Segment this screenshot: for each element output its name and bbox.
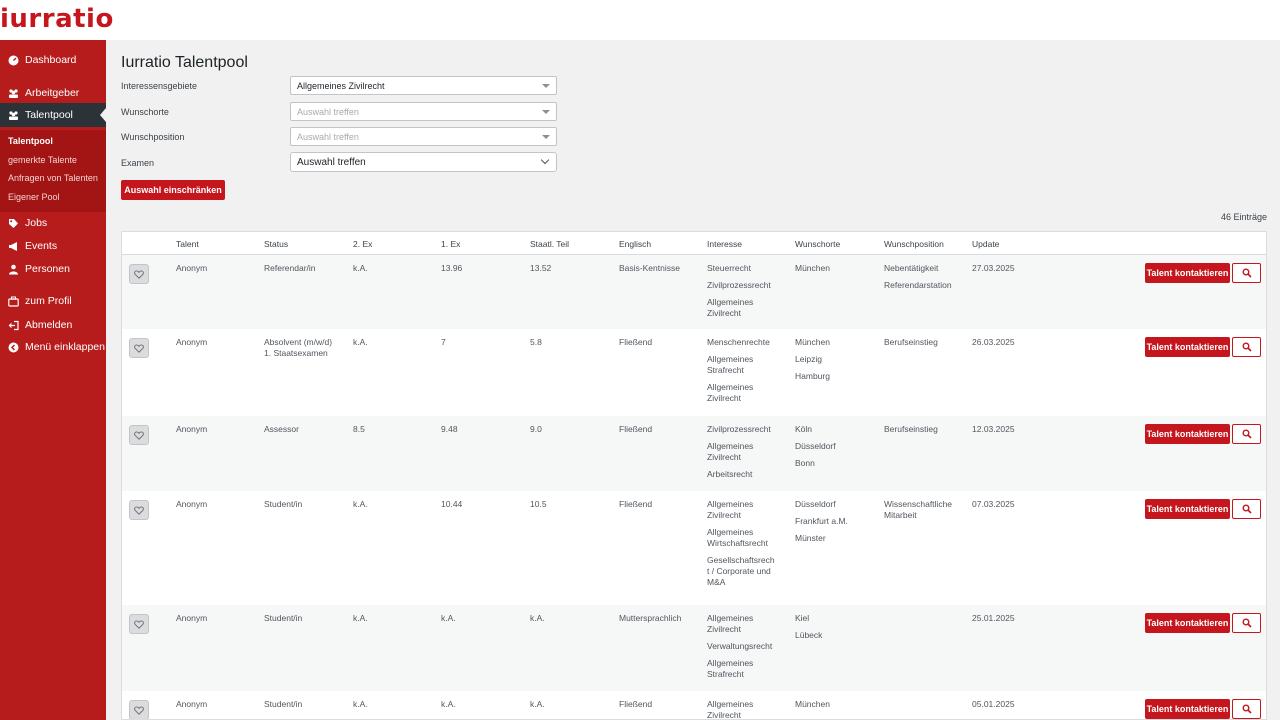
cell-interesse-text: M&A <box>707 577 726 587</box>
talent-kontaktieren-button[interactable]: Talent kontaktieren <box>1145 499 1230 519</box>
heart-icon <box>134 706 144 715</box>
cell-interesse-text: Menschenrechte <box>707 337 770 347</box>
cell-interesse-item <box>707 613 789 635</box>
cell-wunschorte-line: Köln <box>795 424 813 434</box>
talent-table <box>121 231 1267 720</box>
sidebar-item-talentpool[interactable] <box>0 103 106 127</box>
wunschposition-select[interactable] <box>290 127 557 146</box>
sidebar-item-label: Arbeitgeber <box>25 87 80 99</box>
cell-status-line: Student/in <box>264 699 303 709</box>
dashboard-icon <box>8 55 19 66</box>
cell-wunschposition <box>884 337 966 354</box>
cell-talent: Anonym <box>176 424 208 434</box>
favorite-heart-button[interactable] <box>129 500 149 520</box>
top-bar <box>0 0 1280 40</box>
cell-interesse-text: Zivilrecht <box>707 710 742 720</box>
talent-kontaktieren-button[interactable]: Talent kontaktieren <box>1145 424 1230 444</box>
cell-interesse-item <box>707 469 789 480</box>
submenu-item-gemerkte-talente[interactable]: gemerkte Talente <box>8 155 77 165</box>
cell-status <box>264 263 346 274</box>
logout-icon <box>8 320 19 331</box>
view-talent-button[interactable] <box>1232 424 1261 444</box>
sidebar <box>0 40 106 720</box>
talent-kontaktieren-button[interactable]: Talent kontaktieren <box>1145 613 1230 633</box>
cell-interesse-text: Allgemeines <box>707 613 754 623</box>
cell-englisch: Muttersprachlich <box>619 613 682 623</box>
cell-staatl-teil: k.A. <box>530 699 545 709</box>
cell-interesse-item <box>707 527 789 549</box>
chevron-down-icon <box>542 84 550 88</box>
submenu-item-talentpool[interactable]: Talentpool <box>8 136 53 146</box>
cell-interesse-text: Strafrecht <box>707 365 744 375</box>
cell-interesse-item <box>707 382 789 404</box>
cell-ex2: k.A. <box>353 499 368 509</box>
cell-interesse-text: Zivilrecht <box>707 624 742 634</box>
cell-interesse-text: Wirtschaftsrecht <box>707 538 768 548</box>
table-row <box>122 491 1267 605</box>
sidebar-item-zum-profil[interactable] <box>0 290 106 312</box>
search-icon <box>1242 429 1252 439</box>
sidebar-item-label: zum Profil <box>25 295 72 307</box>
cell-ex1: 7 <box>441 337 446 347</box>
cell-status-line: 1. Staatsexamen <box>264 348 328 358</box>
cell-interesse <box>707 424 789 486</box>
cell-interesse-text: Zivilrecht <box>707 308 742 318</box>
page-title: Iurratio Talentpool <box>121 54 248 71</box>
cell-talent: Anonym <box>176 263 208 273</box>
cell-interesse-text: Arbeitsrecht <box>707 469 753 479</box>
cell-staatl-teil: 5.8 <box>530 337 542 347</box>
cell-wunschorte-line: Düsseldorf <box>795 499 836 509</box>
cell-interesse-text: Zivilrecht <box>707 510 742 520</box>
cell-interesse-item <box>707 641 789 652</box>
briefcase-icon <box>8 296 19 307</box>
tag-icon <box>8 218 19 229</box>
cell-interesse-text: Zivilrecht <box>707 452 742 462</box>
cell-interesse-item <box>707 555 789 588</box>
cell-status-line: Student/in <box>264 499 303 509</box>
auswahl-einschraenken-button[interactable]: Auswahl einschränken <box>121 180 225 200</box>
cell-wunschorte-line: Lübeck <box>795 630 823 640</box>
sidebar-item-arbeitgeber[interactable] <box>0 82 106 104</box>
cell-interesse-text: Allgemeines <box>707 382 754 392</box>
cell-interesse <box>707 613 789 686</box>
column-header-interesse: Interesse <box>707 239 742 249</box>
heart-icon <box>134 344 144 353</box>
users-icon <box>8 88 19 99</box>
cell-interesse-item <box>707 337 789 348</box>
search-icon <box>1242 504 1252 514</box>
sidebar-item-label: Dashboard <box>25 54 77 66</box>
cell-interesse-item <box>707 297 789 319</box>
cell-ex2: k.A. <box>353 337 368 347</box>
sidebar-item-jobs[interactable] <box>0 212 106 234</box>
cell-interesse-item <box>707 441 789 463</box>
users-icon <box>8 110 19 121</box>
cell-ex2: k.A. <box>353 613 368 623</box>
favorite-heart-button[interactable] <box>129 425 149 445</box>
talent-kontaktieren-button[interactable]: Talent kontaktieren <box>1145 263 1230 283</box>
cell-interesse <box>707 499 789 594</box>
cell-wunschorte-line: Bonn <box>795 458 815 468</box>
heart-icon <box>134 270 144 279</box>
cell-wunschposition <box>884 499 966 527</box>
cell-update: 05.01.2025 <box>972 699 1015 709</box>
table-header <box>122 232 1267 255</box>
cell-wunschposition-text: Berufseinstieg <box>884 337 938 347</box>
view-talent-button[interactable] <box>1232 613 1261 633</box>
table-row <box>122 416 1267 491</box>
filter-label-interessensgebiete: Interessensgebiete <box>121 81 198 91</box>
cell-wunschorte-line: München <box>795 263 830 273</box>
column-header-update: Update <box>972 239 1000 249</box>
cell-ex2: k.A. <box>353 699 368 709</box>
cell-interesse-text: t / Corporate und <box>707 566 771 576</box>
cell-wunschposition-item <box>884 499 966 521</box>
select-value: Auswahl treffen <box>297 156 366 168</box>
cell-ex1: k.A. <box>441 613 456 623</box>
view-talent-button[interactable] <box>1232 263 1261 283</box>
cell-englisch: Fließend <box>619 699 653 709</box>
cell-wunschorte <box>795 424 877 475</box>
sidebar-item-menu-einklappen[interactable] <box>0 336 106 358</box>
cell-status <box>264 499 346 510</box>
cell-wunschposition-item <box>884 263 966 274</box>
cell-interesse-item <box>707 263 789 274</box>
submenu-item-eigener-pool[interactable]: Eigener Pool <box>8 192 60 202</box>
column-header-staatl-teil: Staatl. Teil <box>530 239 570 249</box>
cell-interesse-text: Allgemeines <box>707 527 754 537</box>
cell-status-line: Referendar/in <box>264 263 316 273</box>
cell-talent: Anonym <box>176 699 208 709</box>
cell-update: 26.03.2025 <box>972 337 1015 347</box>
filter-label-examen: Examen <box>121 158 155 168</box>
select-value: Allgemeines Zivilrecht <box>297 80 385 91</box>
sidebar-item-dashboard[interactable] <box>0 49 106 71</box>
cell-ex2: k.A. <box>353 263 368 273</box>
cell-interesse-text: Zivilrecht <box>707 393 742 403</box>
submenu-item-anfragen[interactable]: Anfragen von Talenten <box>8 173 98 183</box>
table-row <box>122 255 1267 329</box>
interessensgebiete-select[interactable] <box>290 76 557 95</box>
cell-interesse-item <box>707 699 789 720</box>
cell-interesse-text: Gesellschaftsrech <box>707 555 775 565</box>
cell-wunschposition-text: Nebentätigkeit <box>884 263 939 273</box>
cell-englisch: Basis-Kentnisse <box>619 263 680 273</box>
sidebar-item-abmelden[interactable] <box>0 314 106 336</box>
cell-staatl-teil: k.A. <box>530 613 545 623</box>
filter-label-wunschorte: Wunschorte <box>121 107 169 117</box>
cell-interesse-text: Allgemeines <box>707 441 754 451</box>
cell-update: 25.01.2025 <box>972 613 1015 623</box>
sidebar-item-label: Events <box>25 240 58 252</box>
cell-wunschorte <box>795 263 877 280</box>
sidebar-item-personen[interactable] <box>0 258 106 280</box>
cell-wunschorte-line: Hamburg <box>795 371 830 381</box>
examen-select[interactable] <box>290 152 557 172</box>
cell-status-line: Student/in <box>264 613 303 623</box>
search-icon <box>1242 704 1252 714</box>
cell-wunschorte <box>795 613 877 647</box>
cell-talent: Anonym <box>176 337 208 347</box>
sidebar-item-label: Personen <box>25 263 70 275</box>
chevron-down-icon <box>541 156 549 164</box>
view-talent-button[interactable] <box>1232 337 1261 357</box>
cell-status <box>264 699 346 710</box>
column-header-wunschorte: Wunschorte <box>795 239 841 249</box>
cell-interesse-text: Zivilprozessrecht <box>707 424 771 434</box>
cell-status <box>264 424 346 435</box>
cell-wunschposition-text: Referendarstation <box>884 280 952 290</box>
cell-ex2: 8.5 <box>353 424 365 434</box>
cell-wunschorte-line: Düsseldorf <box>795 441 836 451</box>
chevron-down-icon <box>542 110 550 114</box>
sidebar-item-events[interactable] <box>0 235 106 257</box>
cell-wunschorte <box>795 337 877 388</box>
wunschorte-select[interactable] <box>290 102 557 121</box>
table-row <box>122 691 1267 720</box>
cell-interesse-text: Allgemeines <box>707 499 754 509</box>
sidebar-item-label: Abmelden <box>25 319 73 331</box>
column-header-talent: Talent <box>176 239 199 249</box>
cell-staatl-teil: 9.0 <box>530 424 542 434</box>
column-header-wunschposition: Wunschposition <box>884 239 944 249</box>
filter-label-wunschposition: Wunschposition <box>121 132 185 142</box>
cell-update: 12.03.2025 <box>972 424 1015 434</box>
select-placeholder: Auswahl treffen <box>297 106 359 117</box>
search-icon <box>1242 342 1252 352</box>
view-talent-button[interactable] <box>1232 699 1261 719</box>
cell-interesse-item <box>707 658 789 680</box>
talentpool-submenu <box>0 130 106 212</box>
favorite-heart-button[interactable] <box>129 700 149 720</box>
cell-wunschposition-text: Mitarbeit <box>884 510 917 520</box>
cell-talent: Anonym <box>176 499 208 509</box>
cell-ex1: 13.96 <box>441 263 463 273</box>
cell-interesse <box>707 337 789 410</box>
cell-interesse-text: Strafrecht <box>707 669 744 679</box>
cell-englisch: Fließend <box>619 337 653 347</box>
cell-interesse-text: Zivilprozessrecht <box>707 280 771 290</box>
cell-wunschorte-line: Münster <box>795 533 826 543</box>
cell-wunschposition-text: Berufseinstieg <box>884 424 938 434</box>
table-row <box>122 605 1267 691</box>
cell-wunschorte-line: München <box>795 337 830 347</box>
cell-ex1: 10.44 <box>441 499 463 509</box>
cell-interesse-item <box>707 499 789 521</box>
cell-interesse-text: Verwaltungsrecht <box>707 641 773 651</box>
cell-ex1: 9.48 <box>441 424 458 434</box>
cell-talent: Anonym <box>176 613 208 623</box>
cell-wunschorte <box>795 699 877 716</box>
chevron-down-icon <box>542 135 550 139</box>
cell-ex1: k.A. <box>441 699 456 709</box>
cell-staatl-teil: 13.52 <box>530 263 552 273</box>
person-icon <box>8 264 19 275</box>
cell-interesse-text: Allgemeines <box>707 658 754 668</box>
cell-status-line: Assessor <box>264 424 299 434</box>
talent-kontaktieren-button[interactable]: Talent kontaktieren <box>1145 699 1230 719</box>
cell-wunschposition-text: Wissenschaftliche <box>884 499 953 509</box>
favorite-heart-button[interactable] <box>129 614 149 634</box>
cell-interesse-item <box>707 354 789 376</box>
heart-icon <box>134 506 144 515</box>
cell-interesse-text: Allgemeines <box>707 297 754 307</box>
cell-update: 27.03.2025 <box>972 263 1015 273</box>
cell-status <box>264 613 346 624</box>
cell-interesse-text: Allgemeines <box>707 354 754 364</box>
sidebar-item-label: Talentpool <box>25 109 73 121</box>
heart-icon <box>134 431 144 440</box>
cell-interesse <box>707 699 789 720</box>
cell-wunschposition-item <box>884 424 966 435</box>
search-icon <box>1242 268 1252 278</box>
cell-wunschposition-item <box>884 337 966 348</box>
cell-interesse-text: Steuerrecht <box>707 263 751 273</box>
megaphone-icon <box>8 241 19 252</box>
cell-englisch: Fließend <box>619 424 653 434</box>
search-icon <box>1242 618 1252 628</box>
collapse-icon <box>8 342 19 353</box>
cell-wunschorte-line: München <box>795 699 830 709</box>
cell-status <box>264 337 346 359</box>
column-header-ex2: 2. Ex <box>353 239 373 249</box>
table-row <box>122 329 1267 416</box>
cell-wunschposition <box>884 424 966 441</box>
cell-wunschorte-line: Kiel <box>795 613 810 623</box>
column-header-ex1: 1. Ex <box>441 239 461 249</box>
cell-interesse-item <box>707 280 789 291</box>
cell-status-line: Absolvent (m/w/d) <box>264 337 333 347</box>
cell-englisch: Fließend <box>619 499 653 509</box>
cell-wunschorte <box>795 499 877 550</box>
sidebar-item-label: Jobs <box>25 217 48 229</box>
cell-update: 07.03.2025 <box>972 499 1015 509</box>
cell-wunschorte-line: Leipzig <box>795 354 822 364</box>
sidebar-item-label: Menü einklappen <box>25 341 105 353</box>
cell-interesse-text: Allgemeines <box>707 699 754 709</box>
entry-count: 46 Einträge <box>1220 212 1267 222</box>
view-talent-button[interactable] <box>1232 499 1261 519</box>
cell-wunschposition <box>884 263 966 297</box>
column-header-englisch: Englisch <box>619 239 652 249</box>
cell-interesse <box>707 263 789 325</box>
select-placeholder: Auswahl treffen <box>297 131 359 142</box>
heart-icon <box>134 620 144 629</box>
favorite-heart-button[interactable] <box>129 338 149 358</box>
cell-wunschposition-item <box>884 280 966 291</box>
cell-staatl-teil: 10.5 <box>530 499 547 509</box>
column-header-status: Status <box>264 239 289 249</box>
logo[interactable]: iurratio <box>0 4 114 34</box>
favorite-heart-button[interactable] <box>129 264 149 284</box>
cell-wunschorte-line: Frankfurt a.M. <box>795 516 848 526</box>
talent-kontaktieren-button[interactable]: Talent kontaktieren <box>1145 337 1230 357</box>
cell-interesse-item <box>707 424 789 435</box>
